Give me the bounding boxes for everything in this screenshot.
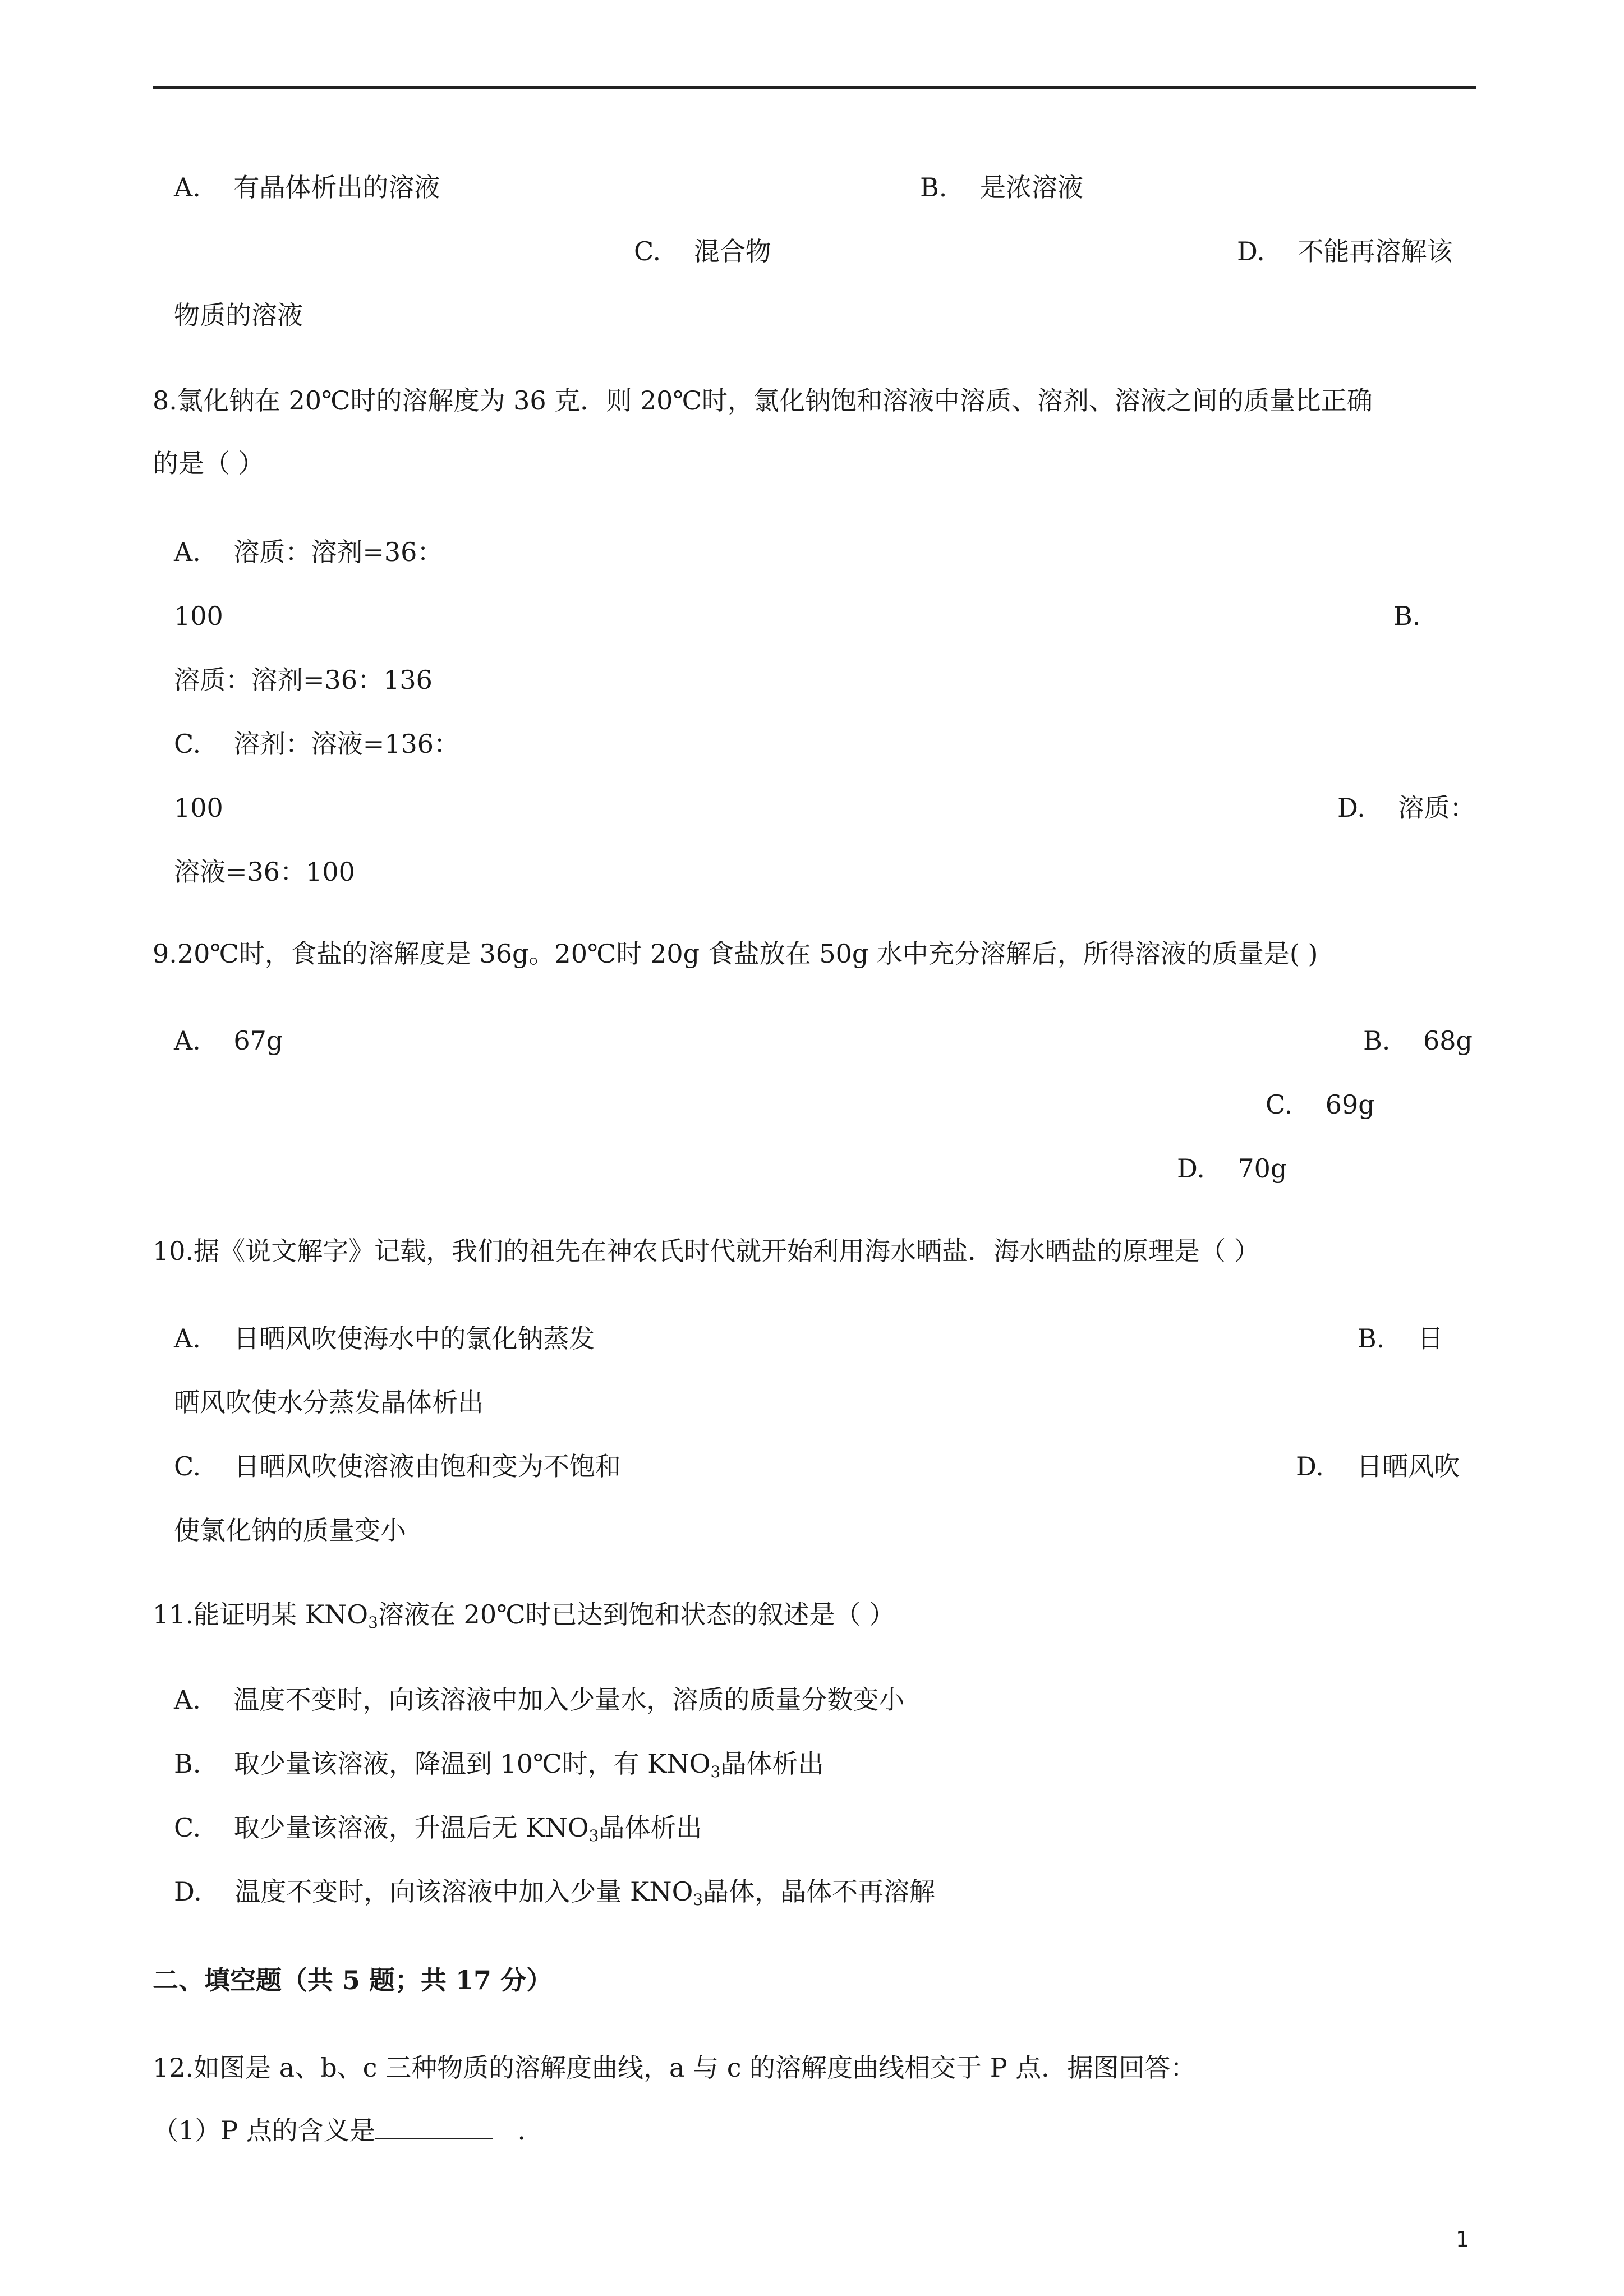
q8-option-a: A. 溶质：溶剂=36： [174,537,443,567]
answer-blank[interactable] [375,2114,493,2139]
q11-option-a: A. 温度不变时，向该溶液中加入少量水，溶质的质量分数变小 [174,1685,905,1715]
q7-option-a: A. 有晶体析出的溶液 [174,172,440,203]
page-number: 1 [1456,2227,1470,2252]
q10-option-b: B. 日 [1358,1323,1443,1354]
q10-option-c: C. 日晒风吹使溶液由饱和变为不饱和 [174,1451,621,1481]
q9-option-d: D. 70g [1177,1153,1287,1184]
q11-option-d: D. 温度不变时，向该溶液中加入少量 $KNO_3$晶体，晶体不再溶解 [174,1876,936,1909]
q7-option-d: D. 不能再溶解该 [1237,236,1453,266]
q7-option-d-cont: 物质的溶液 [174,300,303,330]
q7-option-b: B. 是浓溶液 [920,172,1083,203]
q12-subquestion-1: （1）P 点的含义是 ． [153,2114,544,2147]
q10-option-b-cont: 晒风吹使水分蒸发晶体析出 [174,1387,484,1418]
q11-option-b: B. 取少量该溶液，降温到 10℃时，有 $KNO_3$晶体析出 [174,1749,824,1781]
q8-option-c: C. 溶剂：溶液=136： [174,729,460,759]
q8-option-d: D. 溶质： [1337,793,1476,823]
q8-option-a-cont: 100 [174,601,223,631]
q12-stem: 12.如图是 a、b、c 三种物质的溶解度曲线，a 与 c 的溶解度曲线相交于 P 点．据图回答： [153,2053,1197,2083]
q8-stem: 8.氯化钠在 20℃时的溶解度为 36 克．则 20℃时，氯化钠饱和溶液中溶质、溶剂、溶液之间的质量比正确 [153,385,1373,416]
q8-stem-cont: 的是（ ） [153,448,264,478]
q9-option-a: A. 67g [174,1025,283,1056]
q8-option-b-label: B. [1393,601,1421,631]
q9-option-b: B. 68g [1363,1025,1473,1056]
q8-option-d-cont: 溶液=36：100 [174,857,355,887]
q9-stem: 9.20℃时，食盐的溶解度是 36g。20℃时 20g 食盐放在 50g 水中充分溶解后，所得溶液的质量是( ) [153,938,1318,969]
q10-option-a: A. 日晒风吹使海水中的氯化钠蒸发 [174,1323,595,1354]
q8-option-c-cont: 100 [174,793,223,823]
q9-option-c: C. 69g [1266,1089,1375,1120]
q8-option-b: 溶质：溶剂=36：136 [174,665,433,695]
q10-option-d: D. 日晒风吹 [1296,1451,1460,1481]
q10-option-d-cont: 使氯化钠的质量变小 [174,1515,406,1545]
q10-stem: 10.据《说文解字》记载，我们的祖先在神农氏时代就开始利用海水晒盐．海水晒盐的原理是（ ） [153,1236,1260,1266]
q7-option-c: C. 混合物 [634,236,771,266]
q11-stem: 11.能证明某 $KNO_3$溶液在 20℃时已达到饱和状态的叙述是（ ） [153,1599,895,1632]
q11-option-c: C. 取少量该溶液，升温后无 $KNO_3$晶体析出 [174,1812,702,1845]
section-heading: 二、填空题（共 5 题；共 17 分） [153,1965,553,1995]
header-rule [153,86,1476,89]
